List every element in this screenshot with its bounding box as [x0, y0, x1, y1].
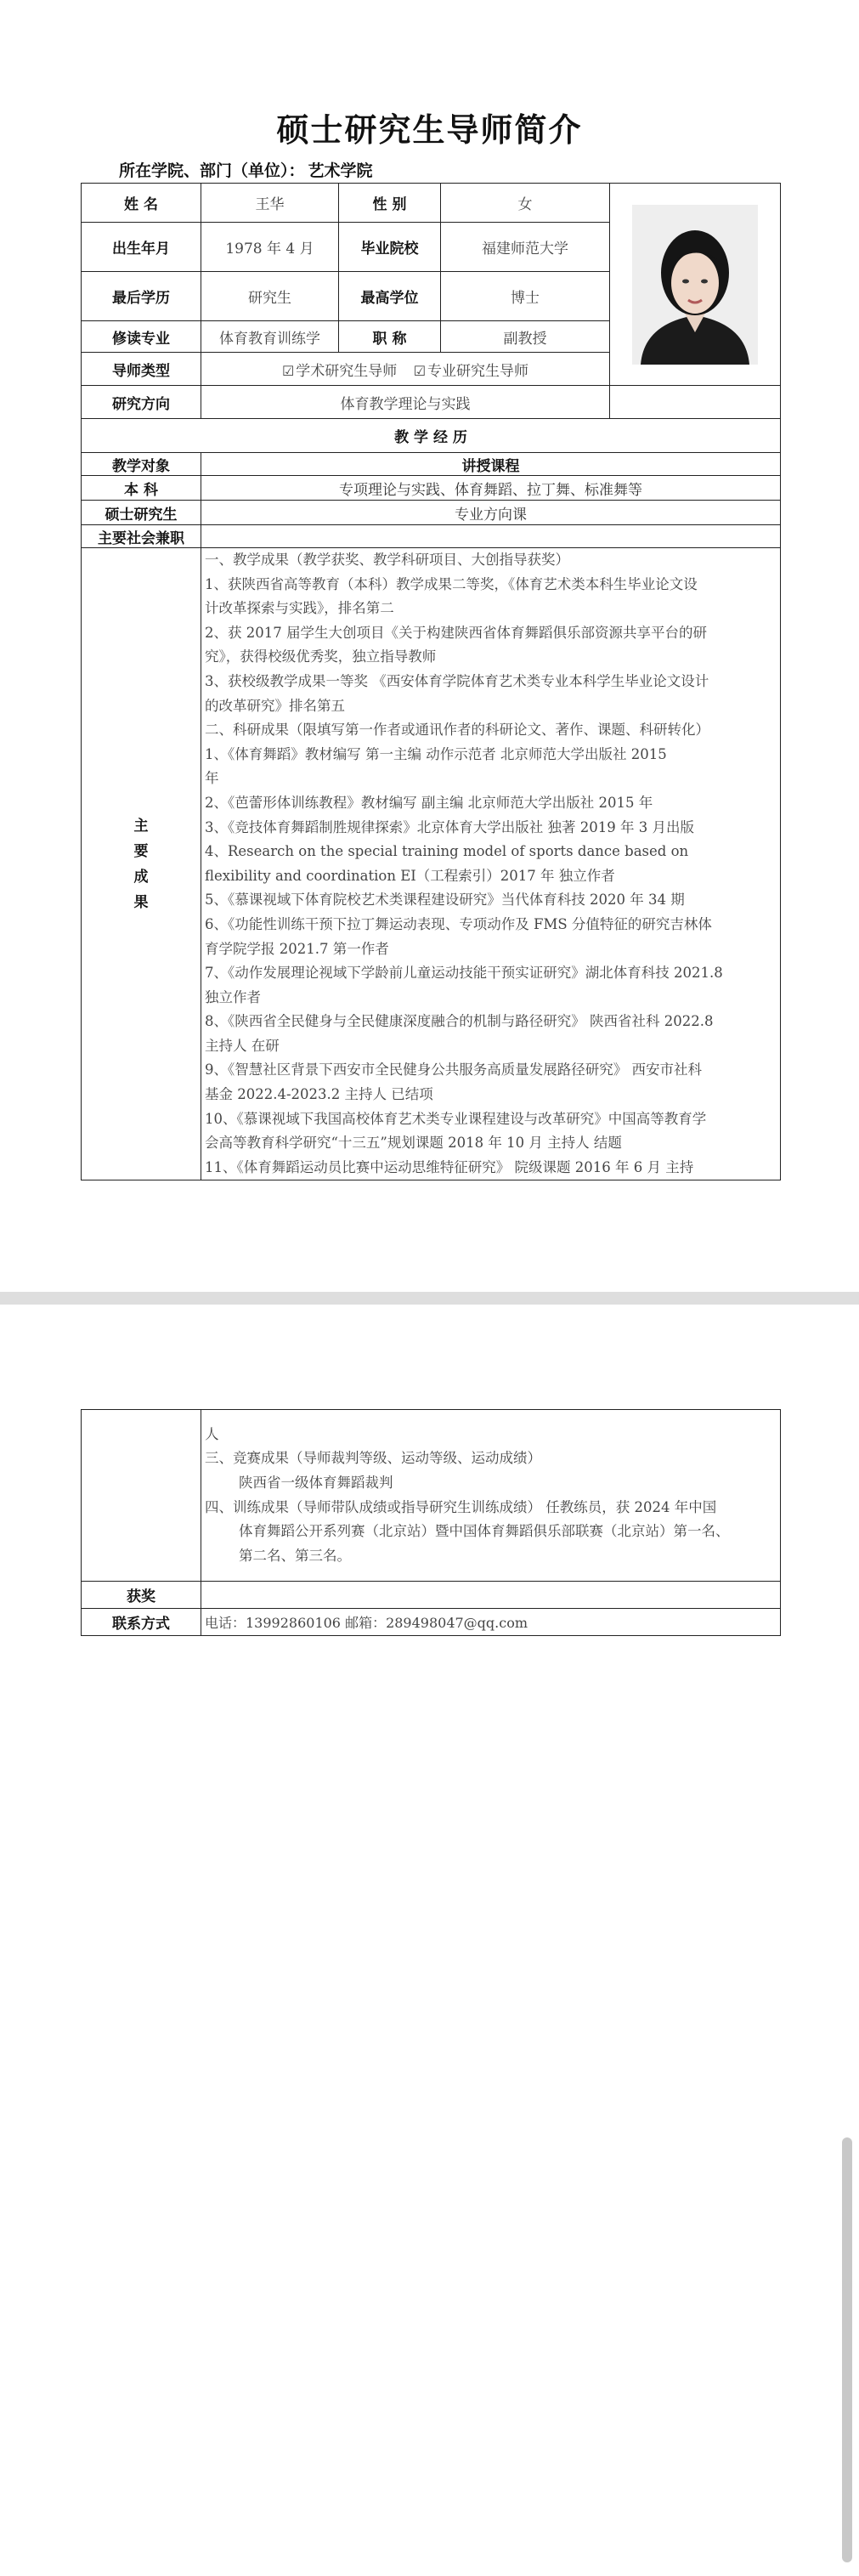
- achievements-lines: [205, 548, 777, 1180]
- achievement-line: 三、竞赛成果（导师裁判等级、运动等级、运动成绩）: [205, 1450, 541, 1467]
- academic-advisor-label: 学术研究生导师: [296, 362, 398, 380]
- achievements-label-char: 主: [133, 817, 149, 835]
- major-value: 体育教育训练学: [201, 321, 339, 353]
- department-label: 所在学院、部门（单位）：: [119, 161, 305, 180]
- gender-label: 性 别: [339, 184, 441, 223]
- row-direction: [82, 386, 781, 419]
- achievements-label: [82, 548, 201, 1180]
- awards-label: 获奖: [82, 1582, 201, 1609]
- achievement-line: 育学院学报 2021.7 第一作者: [205, 940, 389, 957]
- achievements-label-char: 果: [133, 893, 149, 911]
- achievement-line: 4、Research on the special training model of sports dance based on: [205, 843, 689, 860]
- master-courses: 专业方向课: [201, 501, 781, 525]
- achievement-line: 1、《体育舞蹈》教材编写 第一主编 动作示范者 北京师范大学出版社 2015: [205, 745, 667, 762]
- achievement-line: 人: [205, 1425, 219, 1442]
- photo-cell: [610, 184, 781, 386]
- name-value: 王华: [201, 184, 339, 223]
- birth-label: 出生年月: [82, 223, 201, 272]
- achievements-label-char: 要: [133, 842, 149, 860]
- page-separator: [0, 1292, 859, 1305]
- achievement-line: 第二名、第三名。: [239, 1547, 351, 1564]
- course-header: 讲授课程: [201, 453, 781, 476]
- achievement-line: 1、获陕西省高等教育（本科）教学成果二等奖，《体育艺术类本科生毕业论文设: [205, 575, 698, 592]
- teaching-header: 教 学 经 历: [82, 419, 781, 453]
- achievement-line: flexibility and coordination EI（工程索引）2017 年 独立作者: [205, 867, 615, 884]
- checkbox-checked-icon: ☑: [413, 362, 427, 379]
- empty-cell: [610, 386, 781, 419]
- rank-label: 职 称: [339, 321, 441, 353]
- achievement-line: 体育舞蹈公开系列赛（北京站）暨中国体育舞蹈俱乐部联赛（北京站）第一名、: [239, 1523, 730, 1540]
- advisor-type-value: [201, 353, 610, 386]
- education-value: 研究生: [201, 272, 339, 321]
- gender-value: 女: [441, 184, 610, 223]
- achievement-line: 独立作者: [205, 988, 261, 1005]
- social-value: [201, 525, 781, 548]
- achievement-line: 9、《智慧社区背景下西安市全民健身公共服务高质量发展路径研究》 西安市社科: [205, 1062, 702, 1079]
- achievement-line: 7、《动作发展理论视域下学龄前儿童运动技能干预实证研究》湖北体育科技 2021.8: [205, 965, 723, 982]
- major-label: 修读专业: [82, 321, 201, 353]
- achievement-line: 年: [205, 770, 219, 787]
- education-label: 最后学历: [82, 272, 201, 321]
- achievement-line: 6、《功能性训练干预下拉丁舞运动表现、专项动作及 FMS 分值特征的研究吉林体: [205, 915, 712, 932]
- portrait-photo: [632, 205, 758, 365]
- scrollbar-thumb[interactable]: [842, 2137, 852, 2562]
- name-label: 姓 名: [82, 184, 201, 223]
- achievement-line: 3、获校级教学成果一等奖 《西安体育学院体育艺术类专业本科学生毕业论文设计: [205, 672, 709, 689]
- achievement-line: 陕西省一级体育舞蹈裁判: [239, 1474, 393, 1491]
- achievement-line: 2、《芭蕾形体训练教程》教材编写 副主编 北京师范大学出版社 2015 年: [205, 794, 653, 811]
- achievements-lines: [205, 1423, 777, 1569]
- row-contact: [82, 1609, 781, 1636]
- contact-value: 电话：13992860106 邮箱：289498047@qq.com: [201, 1609, 781, 1636]
- contact-label: 联系方式: [82, 1609, 201, 1636]
- undergrad-courses: 专项理论与实践、体育舞蹈、拉丁舞、标准舞等: [201, 476, 781, 501]
- achievement-line: 基金 2022.4-2023.2 主持人 已结项: [205, 1086, 433, 1103]
- advisor-type-label: 导师类型: [82, 353, 201, 386]
- row-achievements-page2: [82, 1410, 781, 1582]
- achievement-line: 11、《体育舞蹈运动员比赛中运动思维特征研究》 院级课题 2016 年 6 月 主持: [205, 1158, 694, 1175]
- achievement-line: 3、《竞技体育舞蹈制胜规律探索》北京体育大学出版社 独著 2019 年 3 月出版: [205, 818, 694, 835]
- achievement-line: 四、训练成果（导师带队成绩或指导研究生训练成绩） 任教练员，获 2024 年中国: [205, 1498, 717, 1515]
- achievements-label-continued: [82, 1410, 201, 1582]
- row-master: [82, 501, 781, 525]
- awards-value: [201, 1582, 781, 1609]
- achievements-content: [201, 548, 781, 1180]
- department-line: [119, 158, 373, 181]
- row-name: [82, 184, 781, 223]
- achievement-line: 5、《慕课视域下体育院校艺术类课程建设研究》当代体育科技 2020 年 34 期: [205, 892, 685, 909]
- academic-advisor-option: [282, 363, 397, 380]
- achievement-line: 究》，获得校级优秀奖，独立指导教师: [205, 648, 437, 665]
- achievement-line: 8、《陕西省全民健身与全民健康深度融合的机制与路径研究》 陕西省社科 2022.8: [205, 1013, 714, 1030]
- professional-advisor-label: 专业研究生导师: [427, 362, 529, 380]
- birth-value: 1978 年 4 月: [201, 223, 339, 272]
- achievements-label-char: 成: [133, 868, 149, 886]
- direction-label: 研究方向: [82, 386, 201, 419]
- profile-table-continued: [81, 1409, 781, 1636]
- achievements-content-continued: [201, 1410, 781, 1582]
- profile-table: [81, 183, 781, 1180]
- undergrad-label: 本 科: [82, 476, 201, 501]
- row-awards: [82, 1582, 781, 1609]
- professional-advisor-option: [414, 363, 528, 380]
- rank-value: 副教授: [441, 321, 610, 353]
- school-value: 福建师范大学: [441, 223, 610, 272]
- degree-label: 最高学位: [339, 272, 441, 321]
- achievement-line: 计改革探索与实践》，排名第二: [205, 600, 394, 617]
- degree-value: 博士: [441, 272, 610, 321]
- row-teaching-object: [82, 453, 781, 476]
- row-social: [82, 525, 781, 548]
- direction-value: 体育教学理论与实践: [201, 386, 610, 419]
- social-label: 主要社会兼职: [82, 525, 201, 548]
- row-undergrad: [82, 476, 781, 501]
- achievement-line: 10、《慕课视域下我国高校体育艺术类专业课程建设与改革研究》中国高等教育学: [205, 1110, 707, 1127]
- achievement-line: 主持人 在研: [205, 1037, 280, 1054]
- achievement-line: 二、科研成果（限填写第一作者或通讯作者的科研论文、著作、课题、科研转化）: [205, 722, 709, 739]
- master-label: 硕士研究生: [82, 501, 201, 525]
- department-value: 艺术学院: [308, 161, 373, 180]
- row-achievements-page1: [82, 548, 781, 1180]
- row-teaching-header: [82, 419, 781, 453]
- achievement-line: 2、获 2017 届学生大创项目《关于构建陕西省体育舞蹈俱乐部资源共享平台的研: [205, 624, 707, 641]
- achievement-line: 会高等教育科学研究“十三五”规划课题 2018 年 10 月 主持人 结题: [205, 1135, 622, 1152]
- achievement-line: 的改革研究》排名第五: [205, 697, 345, 714]
- school-label: 毕业院校: [339, 223, 441, 272]
- checkbox-checked-icon: ☑: [281, 362, 295, 379]
- teaching-object-label: 教学对象: [82, 453, 201, 476]
- page-title: 硕士研究生导师简介: [276, 111, 583, 149]
- achievement-line: 一、教学成果（教学获奖、教学科研项目、大创指导获奖）: [205, 552, 569, 568]
